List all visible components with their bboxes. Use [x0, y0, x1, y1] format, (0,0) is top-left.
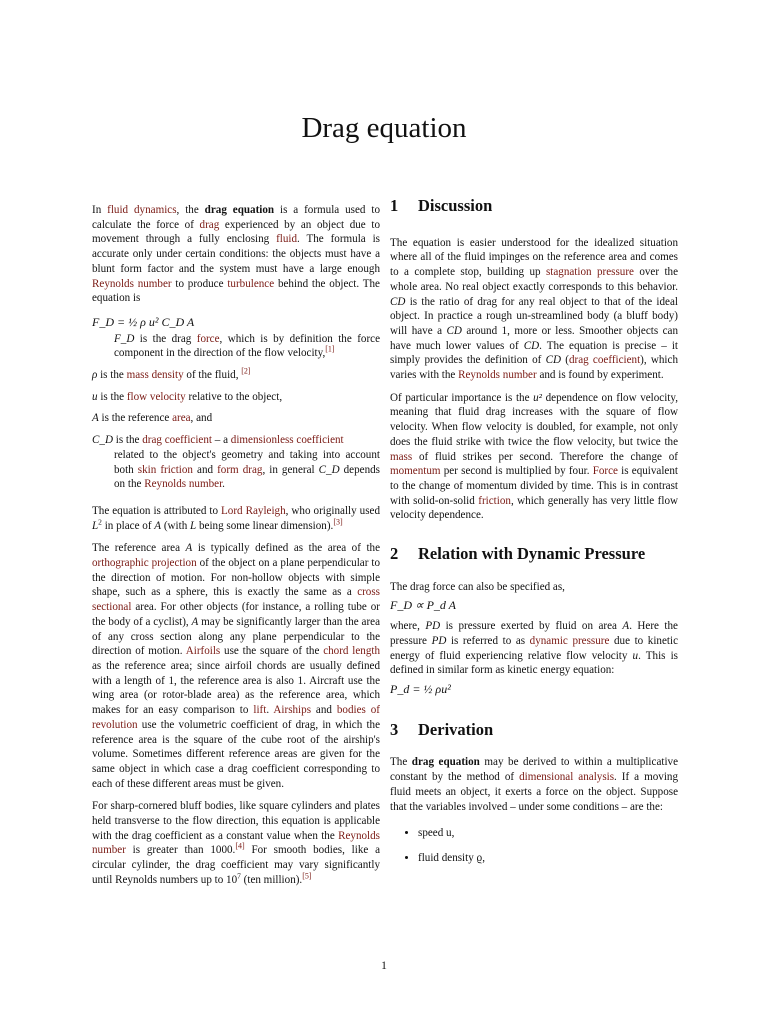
page-number: 1 [381, 960, 387, 972]
link-force-2[interactable]: Force [592, 465, 618, 478]
right-column [390, 196, 679, 876]
link-mass-density[interactable]: mass density [126, 369, 184, 382]
link-bodies-of-revolution[interactable]: bodies of revolution [92, 704, 380, 731]
link-reynolds-number-2[interactable]: Reynolds number [144, 478, 223, 491]
link-dimensionless-coefficient[interactable]: dimensionless coefficient [230, 434, 344, 447]
link-fluid-dynamics[interactable]: fluid dynamics [107, 204, 177, 216]
link-airfoils[interactable]: Airfoils [185, 645, 221, 658]
derivation-paragraph: The drag equation may be derived to within a multiplicative constant by the method of dimensional analysis. If a moving fluid meets an object, it exerts a force on the object. Suppose that the variables involved – under some conditions – are the: [390, 756, 678, 813]
link-stagnation-pressure[interactable]: stagnation pressure [545, 266, 634, 279]
dynamic-pressure-intro: The drag force can also be specified as, [390, 580, 565, 593]
citation-1[interactable]: [1] [325, 344, 335, 354]
dynamic-pressure-equation-1: F_D ∝ P_d A [390, 598, 457, 613]
link-cross-sectional[interactable]: cross sectional [92, 586, 380, 614]
link-flow-velocity[interactable]: flow velocity [126, 390, 186, 403]
citation-3[interactable]: [3] [333, 516, 343, 526]
attribution-paragraph: The equation is attributed to Lord Rayleigh, who originally used $L^2$ in place of A (with L being some linear dimension).[3] [92, 504, 381, 532]
citation-2[interactable]: [2] [241, 366, 251, 376]
link-airships[interactable]: Airships [273, 704, 312, 717]
link-force[interactable]: force [196, 332, 220, 345]
link-dimensional-analysis[interactable]: dimensional analysis [519, 771, 615, 784]
citation-4[interactable]: [4] [235, 841, 245, 851]
section-heading-dynamic-pressure: 2 Relation with Dynamic Pressure [390, 544, 646, 564]
link-reynolds-number[interactable]: Reynolds number [92, 277, 172, 290]
link-form-drag[interactable]: form drag [217, 463, 263, 476]
section-heading-derivation: 3 Derivation [390, 719, 494, 739]
link-mass[interactable]: mass [390, 450, 413, 463]
link-reynolds-number-3[interactable]: Reynolds number [92, 829, 380, 857]
link-drag-coefficient[interactable]: drag coefficient [142, 434, 212, 447]
definition-a: A is the reference area, and [92, 412, 213, 425]
dynamic-pressure-equation-2: P_d = ½ ρu² [390, 681, 451, 696]
section-dynamic-pressure [390, 544, 678, 564]
left-column [92, 203, 380, 896]
main-equation: F_D = ½ ρ u² C_D A [92, 314, 195, 329]
link-skin-friction[interactable]: skin friction [137, 463, 193, 476]
definition-u: u is the flow velocity relative to the object, [92, 390, 283, 403]
section-discussion [390, 196, 678, 215]
link-area[interactable]: area [172, 412, 191, 425]
link-reynolds-number-4[interactable]: Reynolds number [458, 369, 537, 382]
definition-fd: F_D is the drag force, which is by definition the force component in the direction of the flow velocity,[1] [114, 332, 380, 360]
link-friction[interactable]: friction [478, 494, 511, 507]
link-orthographic-projection[interactable]: orthographic projection [92, 557, 197, 570]
link-momentum[interactable]: momentum [390, 465, 441, 478]
section-heading-discussion: 1 Discussion [390, 196, 493, 215]
link-drag[interactable]: drag [199, 218, 220, 231]
link-chord-length[interactable]: chord length [323, 645, 381, 658]
dynamic-pressure-paragraph: where, PD is pressure exerted by fluid on area A. Here the pressure PD is referred to as dynamic pressure due to kinetic energy of fluid experiencing relative flow velocity u. This is defined in similar form as kinetic energy equation: [390, 620, 678, 677]
variables-list [390, 826, 678, 865]
list-item: • speed u, [418, 826, 678, 841]
link-lift[interactable]: lift [253, 704, 267, 717]
link-turbulence[interactable]: turbulence [227, 277, 275, 290]
link-lord-rayleigh[interactable]: Lord Rayleigh [221, 504, 286, 517]
link-dynamic-pressure[interactable]: dynamic pressure [529, 634, 610, 647]
term-drag-equation: drag equation [204, 204, 275, 216]
intro-paragraph: In fluid dynamics, the drag equation is a formula used to calculate the force of drag experienced by an object due to movement through a fully enclosing fluid. The formula is accurate only under certain conditions: the objects must have a blunt form factor and the system must have a large enough Reynolds number to produce turbulence behind the object. The equation is [92, 204, 381, 305]
list-item: • fluid density ϱ, [418, 851, 678, 866]
discussion-paragraph-2: Of particular importance is the u² dependence on flow velocity, meaning that fluid drag increases with the square of flow velocity. When flow velocity is doubled, for example, not only does the fluid strike with twice the flow velocity, but twice the mass of fluid strikes per second. Therefore the change of momentum per second is multiplied by four. Force is equivalent to the change of momentum divided by time. This is in contrast with solid-on-solid friction, which generally has very little flow velocity dependence. [390, 391, 679, 522]
page-title: Drag equation [301, 112, 467, 144]
sharp-cornered-paragraph: For sharp-cornered bluff bodies, like square cylinders and plates held transverse to the flow direction, this equation is applicable with the drag coefficient as a constant value when the Reynolds number is greater than 1000.[4] For smooth bodies, like a circular cylinder, the drag coefficient may vary significantly until Reynolds numbers up to $10^7$ (ten million).[5] [92, 800, 381, 886]
link-drag-coefficient-2[interactable]: drag coefficient [568, 354, 641, 367]
discussion-paragraph-1: The equation is easier understood for the idealized situation where all of the fluid impinges on the reference area and comes to a complete stop, building up stagnation pressure over the whole area. No real object exactly corresponds to this behavior. CD is the ratio of drag for any real object to that of the ideal object. In practice a rough un-streamlined body (a bluff body) will have a CD around 1, more or less. Smoother objects can have much lower values of CD. The equation is precise – it simply provides the definition of CD (drag coefficient), which varies with the Reynolds number and is found by experiment. [390, 236, 679, 382]
link-fluid[interactable]: fluid [276, 233, 298, 246]
definition-cd: C_D is the drag coefficient – a dimensionless coefficient related to the object's geometry and taking into account both skin friction and form drag, in general C_D depends on the Reynolds number. [92, 434, 380, 491]
citation-5[interactable]: [5] [302, 871, 312, 881]
section-derivation [390, 719, 678, 739]
reference-area-paragraph: The reference area A is typically defined as the area of the orthographic projection of the object on a plane perpendicular to the direction of motion. For non-hollow objects with simple shape, such as a sphere, this is exactly the same as a cross sectional area. For other objects (for instance, a rolling tube or the body of a cyclist), A may be significantly larger than the area of any cross section along any plane perpendicular to the direction of motion. Airfoils use the square of the chord length as the reference area; since airfoil chords are usually defined with a length of 1, the reference area is also 1. Aircraft use the wing area (or rotor-blade area) as the reference area, which makes for an easy comparison to lift. Airships and bodies of revolution use the volumetric coefficient of drag, in which the reference area is the square of the cube root of the airship's volume. Sometimes different reference areas are given for the same object in which case a drag coefficient corresponding to each of these different areas must be given. [92, 542, 381, 790]
definition-rho: ρ is the mass density of the fluid, [2] [92, 366, 251, 382]
